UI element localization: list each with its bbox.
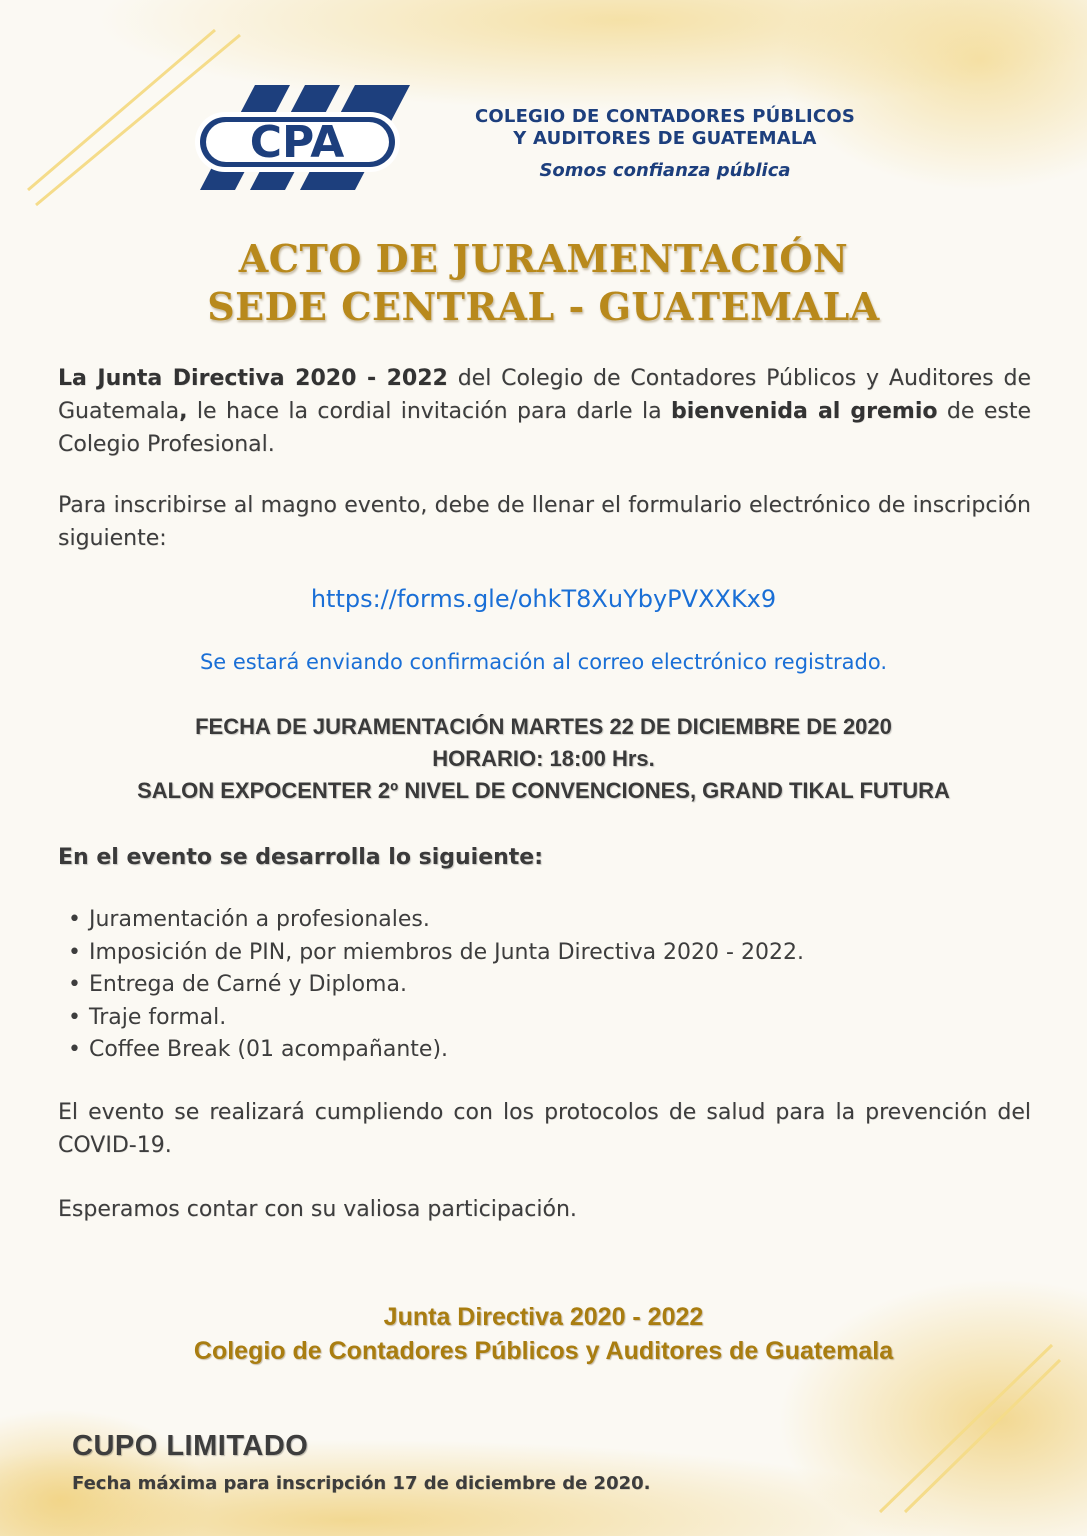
signature-line2: Colegio de Contadores Públicos y Auditores de Guatemala: [193, 1337, 894, 1365]
health-note: El evento se realizará cumpliendo con los protocolos de salud para la prevención del COVID-19.: [58, 1100, 1031, 1158]
intro-text-2: le hace la cordial invitación para darle la: [187, 399, 671, 424]
registration-form-link[interactable]: https://forms.gle/ohkT8XuYbyPVXXKx9: [310, 585, 777, 613]
slogan: Somos confianza pública: [539, 160, 791, 181]
event-venue: SALON EXPOCENTER 2º NIVEL DE CONVENCIONES, GRAND TIKAL FUTURA: [137, 778, 950, 803]
limited-capacity-label: CUPO LIMITADO: [72, 1430, 309, 1462]
list-item: • Juramentación a profesionales.: [68, 904, 804, 937]
organization-name: [450, 106, 880, 150]
registration-deadline: Fecha máxima para inscripción 17 de diciembre de 2020.: [72, 1473, 651, 1494]
list-item: • Traje formal.: [68, 1002, 804, 1035]
organization-name-line2: Y AUDITORES DE GUATEMALA: [513, 128, 817, 149]
title-line2: SEDE CENTRAL - GUATEMALA: [207, 284, 880, 329]
intro-bold-2: ,: [179, 399, 188, 424]
intro-bold-3: bienvenida al gremio: [670, 399, 938, 424]
list-item: • Imposición de PIN, por miembros de Junta Directiva 2020 - 2022.: [68, 937, 804, 970]
organization-name-line1: COLEGIO DE CONTADORES PÚBLICOS: [474, 106, 855, 127]
event-time: HORARIO: 18:00 Hrs.: [432, 746, 655, 771]
title-line1: ACTO DE JURAMENTACIÓN: [238, 236, 849, 281]
intro-paragraph: [58, 362, 1031, 461]
intro-text-1: del Colegio de Contadores Públicos y Auditores de Guatemala: [58, 366, 1031, 424]
event-date: FECHA DE JURAMENTACIÓN MARTES 22 DE DICIEMBRE DE 2020: [195, 714, 892, 739]
agenda-title: En el evento se desarrolla lo siguiente:: [58, 845, 544, 870]
intro-text-3: de este Colegio Profesional.: [58, 399, 1031, 457]
logo-text: CPA: [249, 117, 345, 168]
list-item: • Coffee Break (01 acompañante).: [68, 1034, 804, 1067]
signature-line1: Junta Directiva 2020 - 2022: [383, 1303, 704, 1331]
cpa-logo: [195, 80, 415, 195]
confirmation-note: Se estará enviando confirmación al correo electrónico registrado.: [199, 650, 888, 674]
agenda-list: [68, 904, 804, 1067]
intro-bold-1: La Junta Directiva 2020 - 2022: [58, 366, 448, 391]
closing-text: Esperamos contar con su valiosa participación.: [58, 1197, 577, 1222]
list-item: • Entrega de Carné y Diploma.: [68, 969, 804, 1002]
registration-paragraph: Para inscribirse al magno evento, debe de llenar el formulario electrónico de inscripción siguiente:: [58, 493, 1031, 551]
